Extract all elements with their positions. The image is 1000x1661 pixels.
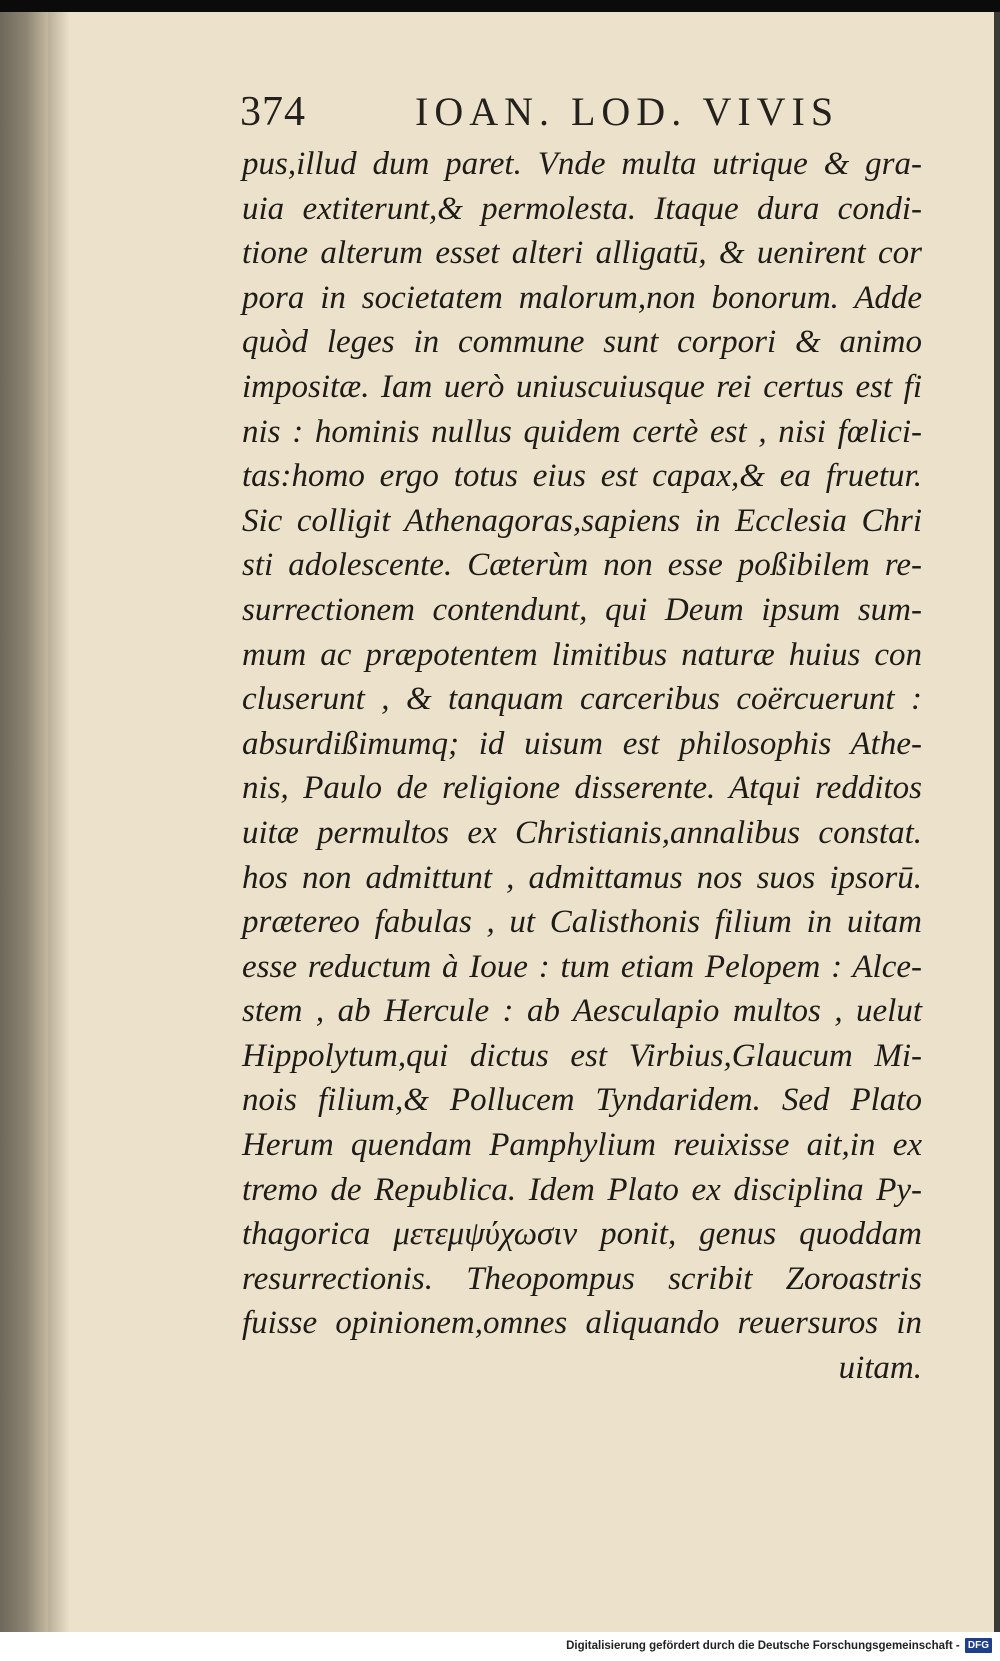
text-line: mum ac præpotentem limitibus naturæ huius con <box>242 636 922 673</box>
text-line: Hippolytum,qui dictus est Virbius,Glaucum Mi- <box>242 1037 922 1074</box>
catchword-line: uitam. <box>838 1350 922 1387</box>
text-line: cluserunt , & tanquam carceribus coërcuerunt : <box>242 681 922 718</box>
scan-top-edge <box>0 0 1000 12</box>
digitization-credit <box>566 1636 992 1656</box>
text-line: nis, Paulo de religione disserente. Atqui redditos <box>242 770 922 807</box>
text-line: Sic colligit Athenagoras,sapiens in Ecclesia Chri <box>242 502 922 539</box>
text-line: quòd leges in commune sunt corpori & animo <box>242 324 922 361</box>
text-line: uitæ permultos ex Christianis,annalibus constat. <box>242 814 922 851</box>
text-line: esse reductum à Ioue : tum etiam Pelopem : Alce- <box>242 948 922 985</box>
credit-text: Digitalisierung gefördert durch die Deutsche Forschungsgemeinschaft - <box>566 1640 960 1652</box>
page-header <box>240 88 920 136</box>
text-line: tremo de Republica. Idem Plato ex disciplina Py- <box>242 1171 922 1208</box>
text-line: absurdißimumq; id uisum est philosophis Athe- <box>242 725 922 762</box>
text-line: pora in societatem malorum,non bonorum. Adde <box>242 279 922 316</box>
text-line: thagorica μετεμψύχωσιν ponit, genus quoddam <box>242 1216 922 1253</box>
text-line: stem , ab Hercule : ab Aesculapio multos , uelut <box>242 993 922 1030</box>
page-number: 374 <box>240 89 306 135</box>
scan-right-edge <box>994 12 1000 1632</box>
text-line: tione alterum esset alteri alligatū, & uenirent cor <box>242 235 922 272</box>
text-line: surrectionem contendunt, qui Deum ipsum sum- <box>242 591 922 628</box>
text-line: nois filium,& Pollucem Tyndaridem. Sed Plato <box>242 1082 922 1119</box>
text-line: resurrectionis. Theopompus scribit Zoroastris <box>242 1260 922 1297</box>
gutter-shadow <box>48 12 70 1632</box>
text-line: impositæ. Iam uerò uniuscuiusque rei certus est fi <box>242 368 922 405</box>
text-line: hos non admittunt , admittamus nos suos ipsorū. <box>242 859 922 896</box>
text-line: Herum quendam Pamphylium reuixisse ait,in ex <box>242 1127 922 1164</box>
text-line: uia extiterunt,& permolesta. Itaque dura condi- <box>242 190 922 227</box>
text-line: prætereo fabulas , ut Calisthonis filium in uitam <box>242 904 922 941</box>
text-line: tas:homo ergo totus eius est capax,& ea fruetur. <box>242 458 922 495</box>
text-line: nis : hominis nullus quidem certè est , nisi fœlici- <box>242 413 922 450</box>
text-line: pus,illud dum paret. Vnde multa utrique & gra- <box>242 146 922 182</box>
dfg-logo: DFG <box>965 1638 992 1653</box>
running-title: IOAN. LOD. VIVIS <box>415 89 840 134</box>
text-line: fuisse opinionem,omnes aliquando reuersuros in <box>242 1305 922 1342</box>
text-line: sti adolescente. Cæterùm non esse poßibilem re- <box>242 547 922 584</box>
body-text <box>242 142 922 1391</box>
book-spine-edge <box>0 12 48 1632</box>
